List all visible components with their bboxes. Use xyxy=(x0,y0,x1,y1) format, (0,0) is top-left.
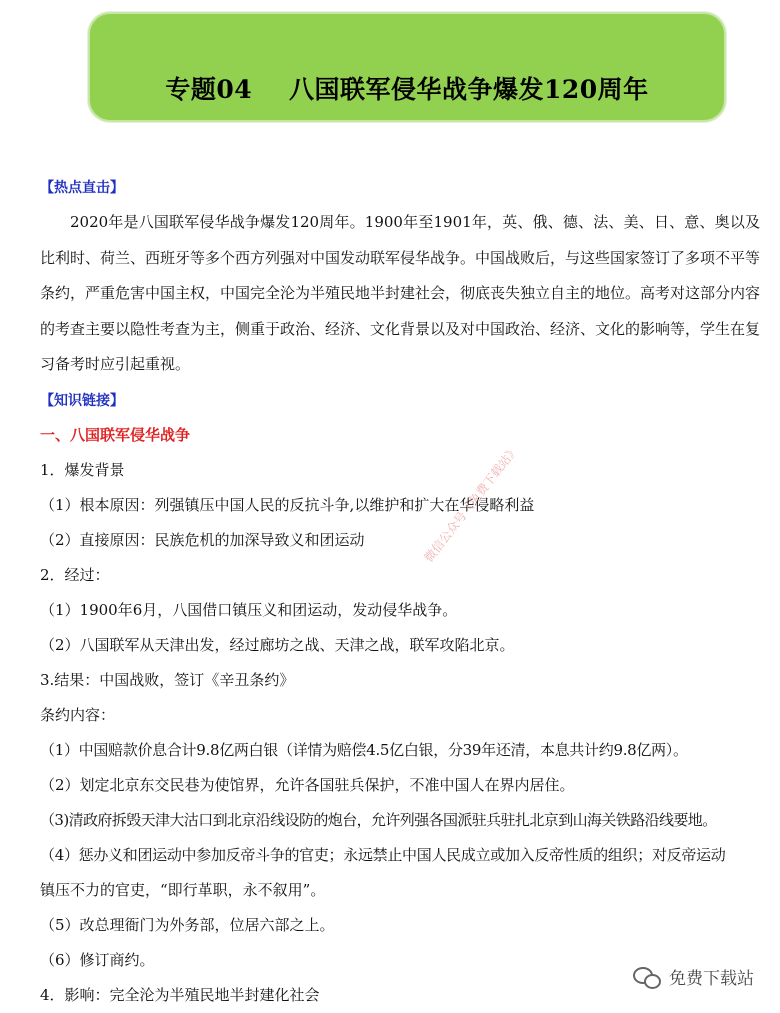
list-item: （2）划定北京东交民巷为使馆界，允许各国驻兵保护，不准中国人在界内居住。 xyxy=(40,775,575,794)
hot-topic-paragraph xyxy=(40,205,760,383)
list-item: 条约内容： xyxy=(40,705,116,724)
hot-topic-label: 【热点直击】 xyxy=(40,180,124,196)
list-item: 1．爆发背景 xyxy=(40,460,125,479)
list-item: （6）修订商约。 xyxy=(40,950,155,969)
list-item: （4）惩办义和团运动中参加反帝斗争的官吏；永远禁止中国人民成立或加入反帝性质的组织；对反帝运动 xyxy=(40,845,726,864)
footer-brand xyxy=(629,962,758,991)
list-item: 4．影响：完全沦为半殖民地半封建化社会 xyxy=(40,985,320,1004)
footer-brand-label: 免费下载站 xyxy=(669,969,754,989)
title-banner xyxy=(88,12,726,122)
document-body xyxy=(40,170,760,1013)
list-item: 镇压不力的官吏，“即行革职，永不叙用”。 xyxy=(40,880,326,899)
page-title: 专题04 八国联军侵华战争爆发120周年 xyxy=(165,75,649,104)
hot-topic-tag xyxy=(40,170,760,205)
hot-topic-text: 2020年是八国联军侵华战争爆发120周年。1900年至1901年，英、俄、德、法、美、日、意、奥以及比利时、荷兰、西班牙等多个西方列强对中国发动联军侵华战争。中国战败后，与这些国家签订了多项不平等条约，严重危害中国主权，中国完全沦为半殖民地半封建社会，彻底丧失独立自主的地位。高考对这部分内容的考查主要以隐性考查为主，侧重于政治、经济、文化背景以及对中国政治、经济、文化的影响等，学生在复习备考时应引起重视。 xyxy=(40,213,761,373)
knowledge-label: 【知识链接】 xyxy=(40,392,124,409)
list-item: （1）根本原因：列强镇压中国人民的反抗斗争,以维护和扩大在华侵略利益 xyxy=(40,495,535,514)
list-item: （1）1900年6月，八国借口镇压义和团运动，发动侵华战争。 xyxy=(40,600,458,619)
watermark: 微信公众号《免费下载站》 xyxy=(421,442,522,565)
list-item: 3.结果：中国战败，签订《辛丑条约》 xyxy=(40,670,295,689)
list-item: 2．经过： xyxy=(40,565,110,584)
list-item: （3)清政府拆毁天津大沽口到北京沿线设防的炮台，允许列强各国派驻兵驻扎北京到山海关铁路沿线要地。 xyxy=(40,810,717,829)
list-item: （5）改总理衙门为外务部，位居六部之上。 xyxy=(40,915,335,934)
list-item: （1）中国赔款价息合计9.8亿两白银（详情为赔偿4.5亿白银，分39年还清，本息共计约9.8亿两）。 xyxy=(40,740,688,759)
section-title: 一、八国联军侵华战争 xyxy=(40,425,191,444)
knowledge-tag xyxy=(40,383,760,418)
wechat-icon xyxy=(633,966,661,988)
list-item: （2）八国联军从天津出发，经过廊坊之战、天津之战，联军攻陷北京。 xyxy=(40,635,515,654)
section-heading xyxy=(40,418,760,453)
list-item: （2）直接原因：民族危机的加深导致义和团运动 xyxy=(40,530,365,549)
